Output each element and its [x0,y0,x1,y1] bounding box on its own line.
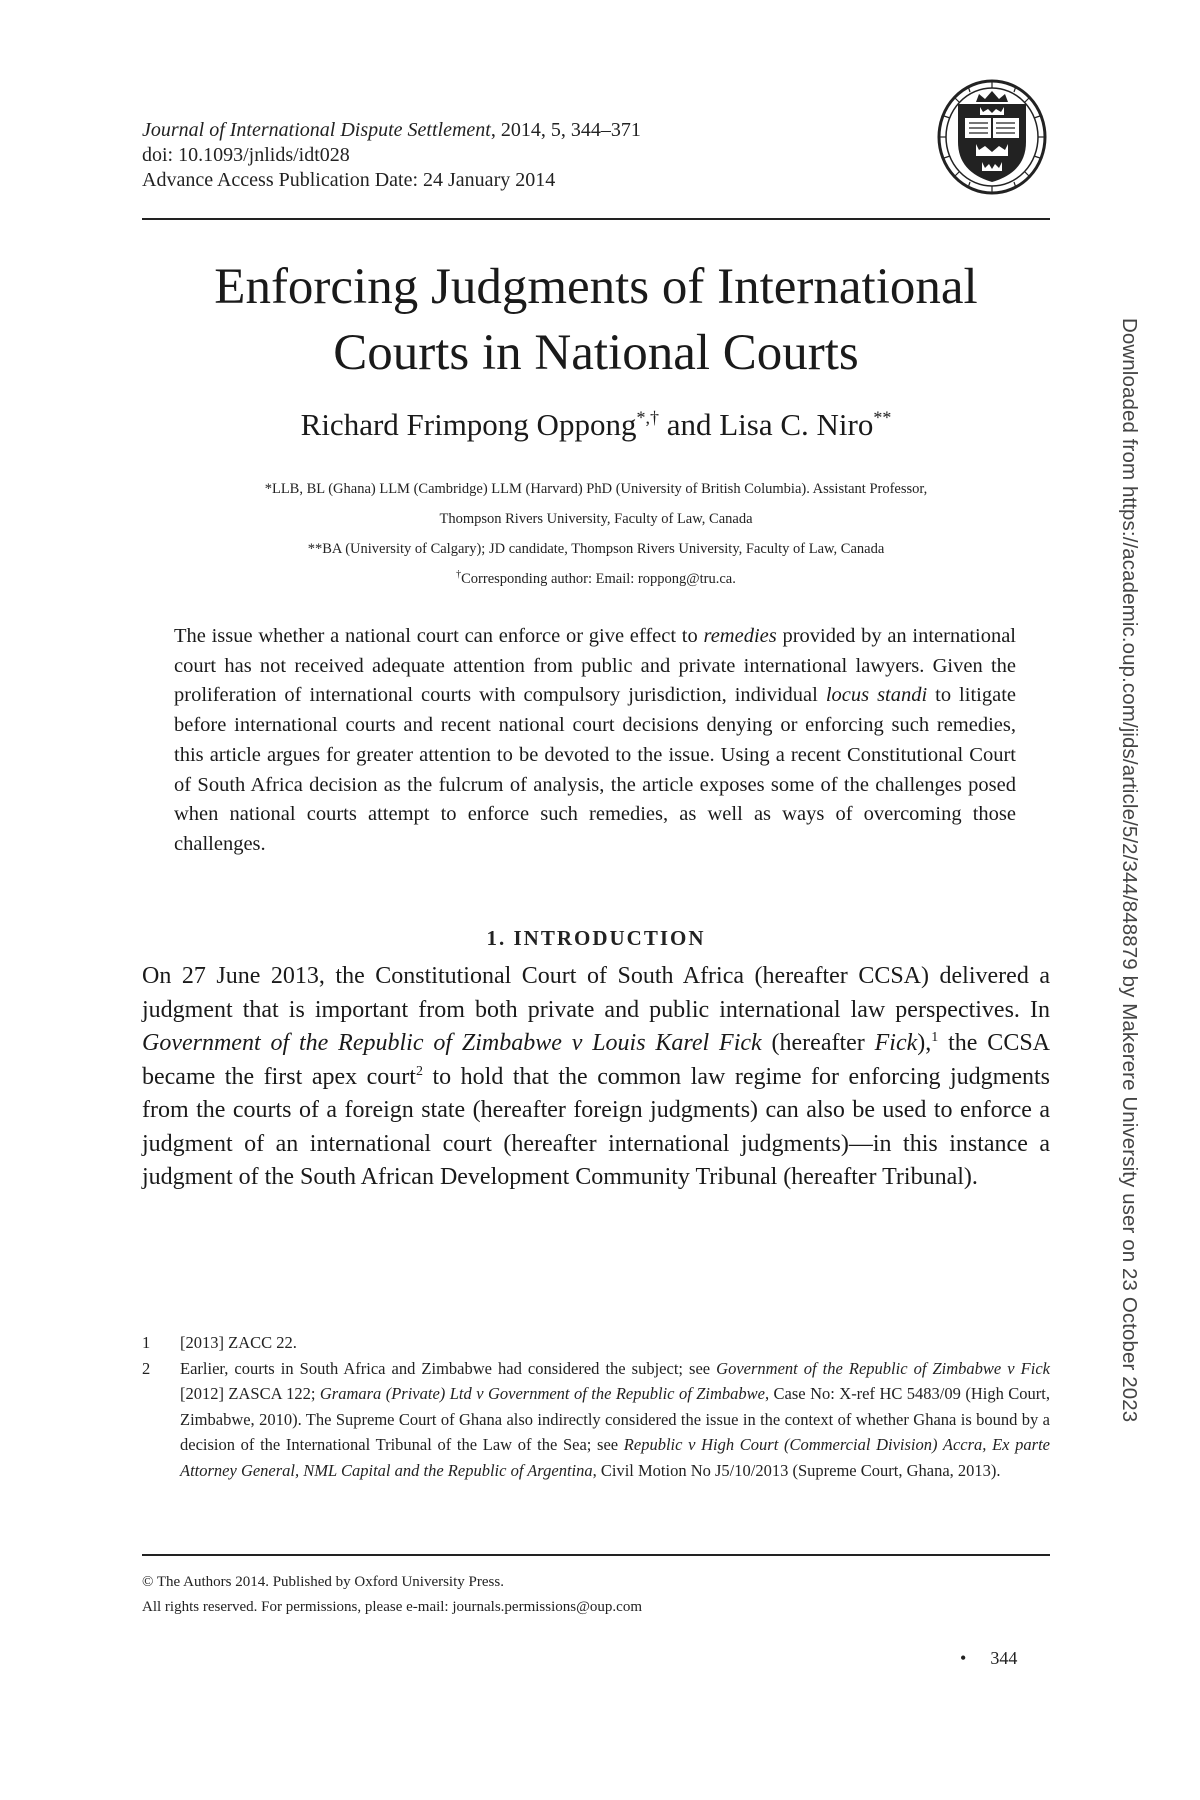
footnote-ref-2[interactable]: 2 [415,1063,423,1079]
affiliation-1-line-2: Thompson Rivers University, Faculty of Law, Canada [439,511,753,527]
author-2: Lisa C. Niro [719,407,874,442]
abstract-part-2: provided by an international court has not received adequate attention from public and private international lawyers. Given the proliferation of international courts with compulsory jurisdiction, individual [174,625,1017,707]
footnote-2-case-1: Government of the Republic of Zimbabwe v Fick [716,1358,1050,1378]
footnote-2-part-d: , Civil Motion No J5/10/2013 (Supreme Court, Ghana, 2013). [592,1460,1001,1480]
doi: doi: 10.1093/jnlids/idt028 [142,144,350,166]
corresponding-author [142,564,1050,594]
copyright-line-1: © The Authors 2014. Published by Oxford University Press. [142,1574,504,1590]
footnote-2-number: 2 [142,1358,151,1378]
footnote-2-case-3: Republic v High Court (Commercial Division) Accra, Ex parte Attorney General, NML Capital and the Republic of Argentina [180,1435,1050,1480]
footnote-2-part-c: , Case No: X-ref HC 5483/09 (High Court, Zimbabwe, 2010). The Supreme Court of Ghana also indirectly considered the issue in the context of whether Ghana is bound by a decision of the International Tribunal of the Law of the Sea; see [180,1384,1050,1454]
author-2-marks: ** [873,407,892,428]
affiliations [142,474,1050,594]
authors [142,406,1050,444]
footnote-2 [142,1356,1050,1484]
page-number: 344 [990,1648,1018,1668]
article-title [142,254,1050,386]
title-line-2: Courts in National Courts [333,325,859,381]
title-block [142,254,1050,444]
corresponding-text: Corresponding author: Email: roppong@tru.ca. [461,571,736,587]
header-rule [142,218,1050,220]
author-1-marks: *,† [636,407,659,428]
footnote-2-part-a: Earlier, courts in South Africa and Zimbabwe had considered the subject; see [180,1358,717,1378]
footnote-2-text [180,1356,1050,1484]
body-part-1: On 27 June 2013, the Constitutional Court of South Africa (hereafter CCSA) delivered a judgment that is important from both private and public international law perspectives. In [142,963,1050,1023]
oup-seal-logo [936,78,1048,196]
journal-header [142,118,641,193]
journal-citation [142,118,641,143]
author-connector: and [658,407,720,442]
author-1: Richard Frimpong Oppong [300,407,637,442]
footnotes [142,1330,1050,1483]
footnote-2-case-2: Gramara (Private) Ltd v Government of the Republic of Zimbabwe [319,1384,765,1403]
footnote-ref-1[interactable]: 1 [931,1030,939,1045]
access-date: Advance Access Publication Date: 24 January 2014 [142,169,556,191]
download-stamp: Downloaded from https://academic.oup.com/jids/article/5/2/344/848879 by Makerere University user on 23 October 2023 [1118,318,1141,1423]
seal-icon [936,78,1048,196]
abstract-part-1: The issue whether a national court can enforce or give effect to [174,625,704,647]
copyright-notice [142,1570,642,1620]
body-part-4: the CCSA became the first apex court [142,1030,1051,1090]
body-part-5: to hold that the common law regime for enforcing judgments from the courts of a foreign state (hereafter foreign judgments) can also be used to enforce a judgment of an international court (hereafter international judgments)—in this instance a judgment of the South African Development Community Tribunal (hereafter Tribunal). [142,1063,1050,1190]
abstract-part-3: to litigate before international courts and recent national court decisions denying or enforcing such remedies, this article argues for greater attention to be devoted to the issue. Using a recent Constitutional Court of South Africa decision as the fulcrum of analysis, the article exposes some of the challenges posed when national courts attempt to enforce such remedies, as well as ways of overcoming those challenges. [174,684,1016,855]
footnote-2-part-b: [2012] ZASCA 122; [180,1384,320,1403]
case-name-fick-full: Government of the Republic of Zimbabwe v Louis Karel Fick [142,1030,762,1056]
affiliation-2: **BA (University of Calgary); JD candidate, Thompson Rivers University, Faculty of Law, Canada [307,541,885,557]
footnote-1-number: 1 [142,1333,151,1352]
copyright-line-2: All rights reserved. For permissions, please e-mail: journals.permissions@oup.com [142,1599,642,1615]
affiliation-1-line-1: *LLB, BL (Ghana) LLM (Cambridge) LLM (Harvard) PhD (University of British Columbia). Assistant Professor, [264,481,928,497]
abstract-locus-standi: locus standi [825,684,928,707]
bullet-icon: • [960,1648,967,1668]
page-footer [960,1648,1017,1669]
abstract-remedies: remedies [703,625,777,647]
abstract [174,622,1016,860]
corresponding-mark: † [456,569,462,581]
title-line-1: Enforcing Judgments of International [214,259,978,315]
footnote-1 [142,1330,1050,1356]
footnote-1-text: [2013] ZACC 22. [180,1333,297,1352]
case-name-fick-short: Fick [874,1030,918,1056]
citation-volume-pages: , 2014, 5, 344–371 [490,119,641,141]
section-heading: 1. INTRODUCTION [486,926,706,950]
body-part-3: ), [917,1030,932,1056]
body-part-2: (hereafter [761,1030,875,1056]
footer-rule [142,1554,1050,1556]
journal-name: Journal of International Dispute Settlement [142,119,491,141]
body-paragraph [142,960,1050,1195]
